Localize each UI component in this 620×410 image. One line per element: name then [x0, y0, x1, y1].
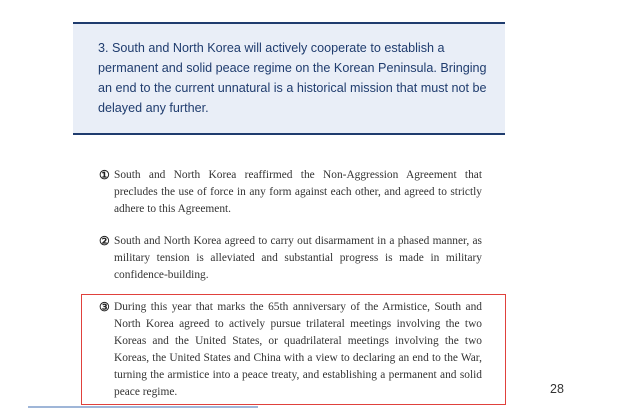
section-callout: [73, 22, 505, 135]
callout-text: 3. South and North Korea will actively cooperate to establish a permanent and solid peace regime on the Korean Peninsula. Bringing an end to the current unnatural is a historical mission that must not be delayed any further.: [98, 41, 487, 115]
item-3-marker: ③: [99, 300, 110, 314]
agreement-item-1: [99, 167, 482, 218]
agreement-item-3: [99, 299, 482, 401]
item-2-text: South and North Korea agreed to carry out disarmament in a phased manner, as military tension is alleviated and substantial progress is made in military confidence-building.: [114, 235, 482, 281]
item-2-marker: ②: [99, 234, 110, 248]
agreement-item-2: [99, 233, 482, 284]
page-number: 28: [550, 382, 564, 396]
item-3-text: During this year that marks the 65th anniversary of the Armistice, South and North Korea agreed to actively pursue trilateral meetings involving the two Koreas and the United States, or quadrilateral meetings involving the two Koreas, the United States and China with a view to declaring an end to the War, turning the armistice into a peace treaty, and establishing a permanent and solid peace regime.: [114, 301, 482, 398]
item-1-text: South and North Korea reaffirmed the Non-Aggression Agreement that precludes the use of force in any form against each other, and agreed to strictly adhere to this Agreement.: [114, 169, 482, 215]
bottom-divider: [28, 406, 258, 408]
item-1-marker: ①: [99, 168, 110, 182]
